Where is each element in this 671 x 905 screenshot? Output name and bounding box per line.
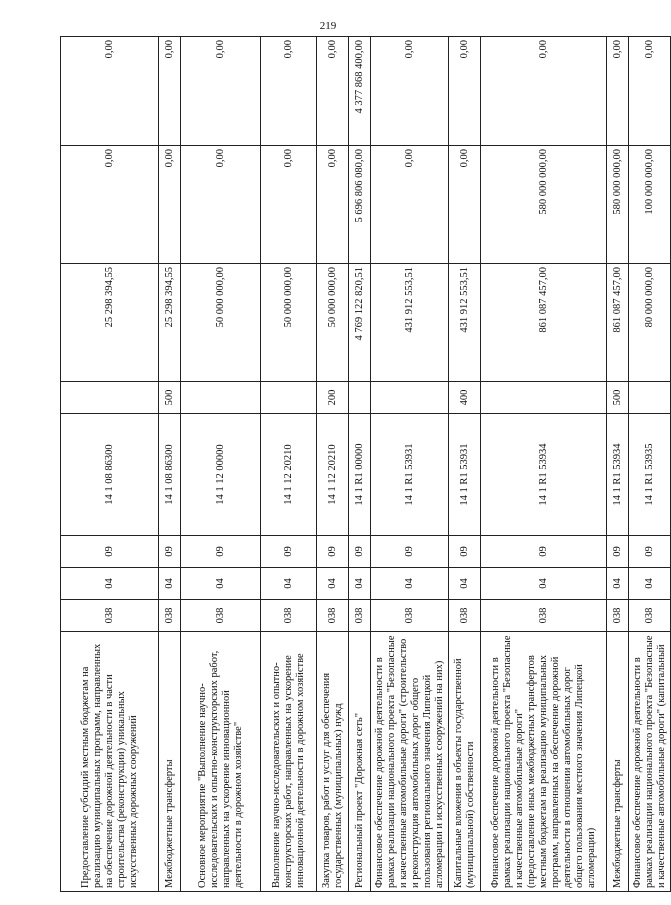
cell-expense-type: 500: [159, 382, 181, 414]
cell-subsection: 09: [159, 536, 181, 568]
cell-section: 04: [181, 568, 261, 600]
cell-subsection: 09: [371, 536, 449, 568]
cell-section: 04: [449, 568, 481, 600]
cell-admin-code: 038: [371, 600, 449, 632]
cell-subsection: 09: [261, 536, 317, 568]
row-name: Основное мероприятие "Выполнение научно-исследовательских и опытно-конструкторских работ, направленных на ускорение инновационной деятельности в дорожном хозяйстве": [181, 632, 261, 892]
cell-section: 04: [317, 568, 349, 600]
cell-amount-3: 0,00: [481, 37, 607, 146]
cell-amount-3: 0,00: [61, 37, 159, 146]
cell-amount-2: 100 000 000,00: [629, 146, 671, 264]
cell-expense-type: [371, 382, 449, 414]
cell-target-article: 14 1 R1 53931: [371, 414, 449, 536]
cell-amount-1: 50 000 000,00: [317, 264, 349, 382]
row-name: Выполнение научно-исследовательских и опытно-конструкторских работ, направленных на ускорение инновационной деятельности в дорожном хозяйстве: [261, 632, 317, 892]
cell-amount-2: 580 000 000,00: [607, 146, 629, 264]
cell-section: 04: [261, 568, 317, 600]
cell-amount-1: 861 087 457,00: [607, 264, 629, 382]
cell-section: 04: [607, 568, 629, 600]
cell-target-article: 14 1 R1 53934: [607, 414, 629, 536]
cell-amount-2: 0,00: [181, 146, 261, 264]
cell-amount-2: 5 696 806 080,00: [349, 146, 371, 264]
cell-expense-type: [349, 382, 371, 414]
cell-expense-type: 200: [317, 382, 349, 414]
cell-amount-1: 431 912 553,51: [371, 264, 449, 382]
cell-expense-type: [61, 382, 159, 414]
cell-amount-1: 25 298 394,55: [61, 264, 159, 382]
cell-amount-3: 0,00: [261, 37, 317, 146]
cell-expense-type: [481, 382, 607, 414]
row-name: Региональный проект "Дорожная сеть": [349, 632, 371, 892]
cell-admin-code: 038: [159, 600, 181, 632]
cell-section: 04: [349, 568, 371, 600]
row-name: Финансовое обеспечение дорожной деятельности в рамках реализации национального проекта "Безопасные и качественные автомобильные дороги" (капитальный: [629, 632, 671, 892]
cell-amount-3: 0,00: [317, 37, 349, 146]
cell-admin-code: 038: [317, 600, 349, 632]
cell-admin-code: 038: [61, 600, 159, 632]
cell-amount-2: 0,00: [159, 146, 181, 264]
cell-subsection: 09: [629, 536, 671, 568]
cell-target-article: 14 1 R1 53931: [449, 414, 481, 536]
cell-amount-2: 0,00: [317, 146, 349, 264]
cell-section: 04: [371, 568, 449, 600]
cell-target-article: 14 1 12 00000: [181, 414, 261, 536]
cell-section: 04: [61, 568, 159, 600]
cell-section: 04: [629, 568, 671, 600]
table-row: [261, 37, 317, 892]
budget-table: [60, 36, 671, 892]
cell-expense-type: [261, 382, 317, 414]
cell-amount-1: 25 298 394,55: [159, 264, 181, 382]
cell-amount-3: 0,00: [371, 37, 449, 146]
cell-subsection: 09: [481, 536, 607, 568]
cell-amount-3: 0,00: [181, 37, 261, 146]
cell-subsection: 09: [181, 536, 261, 568]
table-row: [159, 37, 181, 892]
cell-admin-code: 038: [181, 600, 261, 632]
cell-target-article: 14 1 08 86300: [159, 414, 181, 536]
cell-target-article: 14 1 08 86300: [61, 414, 159, 536]
cell-admin-code: 038: [481, 600, 607, 632]
cell-section: 04: [159, 568, 181, 600]
cell-target-article: 14 1 12 20210: [261, 414, 317, 536]
cell-amount-3: 0,00: [629, 37, 671, 146]
cell-expense-type: 500: [607, 382, 629, 414]
cell-target-article: 14 1 R1 53934: [481, 414, 607, 536]
table-row: [181, 37, 261, 892]
cell-amount-3: 4 377 868 400,00: [349, 37, 371, 146]
cell-target-article: 14 1 R1 53935: [629, 414, 671, 536]
row-name: Предоставление субсидий местным бюджетам на реализацию муниципальных программ, направленных на обеспечение дорожной деятельности в части строительства (реконструкции) уникальных искусственных дорожных сооружений: [61, 632, 159, 892]
table-row: [607, 37, 629, 892]
rotated-table-wrapper: [60, 37, 667, 892]
cell-amount-2: 0,00: [449, 146, 481, 264]
cell-subsection: 09: [449, 536, 481, 568]
cell-admin-code: 038: [629, 600, 671, 632]
cell-amount-3: 0,00: [607, 37, 629, 146]
cell-amount-2: 0,00: [61, 146, 159, 264]
cell-expense-type: [181, 382, 261, 414]
page-number: 219: [319, 20, 337, 32]
table-row: [349, 37, 371, 892]
cell-amount-1: 50 000 000,00: [261, 264, 317, 382]
cell-subsection: 09: [607, 536, 629, 568]
row-name: Капитальные вложения в объекты государственной (муниципальной) собственности: [449, 632, 481, 892]
cell-admin-code: 038: [261, 600, 317, 632]
cell-target-article: 14 1 12 20210: [317, 414, 349, 536]
table-row: [61, 37, 159, 892]
row-name: Межбюджетные трансферты: [159, 632, 181, 892]
cell-admin-code: 038: [607, 600, 629, 632]
cell-amount-1: 4 769 122 820,51: [349, 264, 371, 382]
cell-amount-2: 0,00: [261, 146, 317, 264]
cell-admin-code: 038: [449, 600, 481, 632]
cell-expense-type: 400: [449, 382, 481, 414]
row-name: Финансовое обеспечение дорожной деятельности в рамках реализации национального проекта "Безопасные и качественные автомобильные дороги" (строительство и реконструкция автомобильных дорог общего пользования регионального значения Липецкой агломерации и искусственных сооружений на них): [371, 632, 449, 892]
cell-amount-1: 80 000 000,00: [629, 264, 671, 382]
cell-target-article: 14 1 R1 00000: [349, 414, 371, 536]
row-name: Закупка товаров, работ и услуг для обеспечения государственных (муниципальных) нужд: [317, 632, 349, 892]
cell-amount-2: 580 000 000,00: [481, 146, 607, 264]
cell-subsection: 09: [349, 536, 371, 568]
cell-admin-code: 038: [349, 600, 371, 632]
cell-subsection: 09: [61, 536, 159, 568]
row-name: Финансовое обеспечение дорожной деятельности в рамках реализации национального проекта "Безопасные и качественные автомобильные дороги" (предоставление иных межбюджетных трансфертов местным бюджетам на реализацию муниципальных программ, направленных на обеспечение дорожной деятельности в отношении автомобильных дорог общего пользования местного значения Липецкой агломерации): [481, 632, 607, 892]
table-row: [481, 37, 607, 892]
table-row: [371, 37, 449, 892]
cell-amount-1: 431 912 553,51: [449, 264, 481, 382]
cell-amount-2: 0,00: [371, 146, 449, 264]
row-name: Межбюджетные трансферты: [607, 632, 629, 892]
table-row: [317, 37, 349, 892]
cell-expense-type: [629, 382, 671, 414]
table-row: [449, 37, 481, 892]
cell-amount-3: 0,00: [449, 37, 481, 146]
cell-subsection: 09: [317, 536, 349, 568]
table-row: [629, 37, 671, 892]
cell-amount-1: 861 087 457,00: [481, 264, 607, 382]
cell-amount-3: 0,00: [159, 37, 181, 146]
cell-section: 04: [481, 568, 607, 600]
cell-amount-1: 50 000 000,00: [181, 264, 261, 382]
